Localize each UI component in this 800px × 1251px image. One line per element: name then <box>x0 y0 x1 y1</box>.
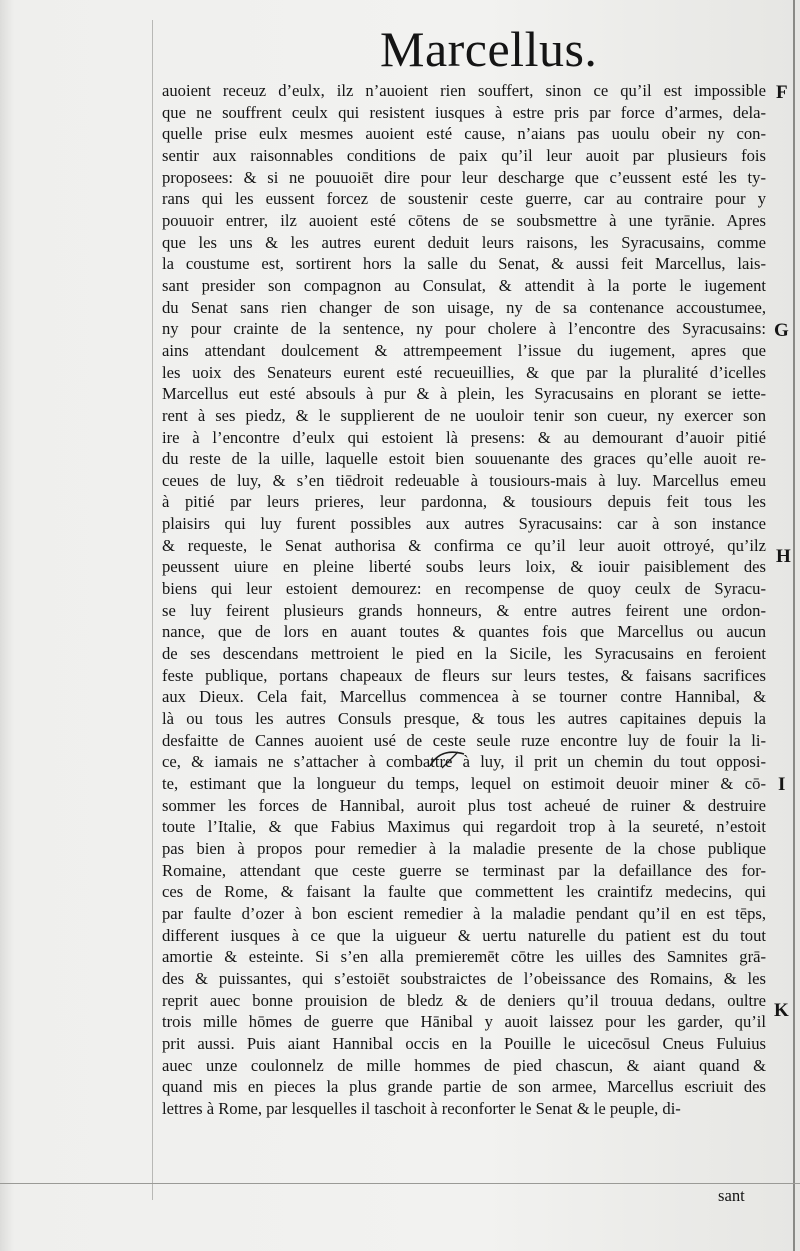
catchword: sant <box>718 1186 745 1205</box>
text-line: Marcellus eut esté absouls à pur & à plein, les Syracusains en plorant se iette- <box>162 384 766 404</box>
text-line: amortie & esteinte. Si s’en alla premieremēt cōtre les uilles des Samnites grā- <box>162 947 766 967</box>
text-line: rans qui les eussent forcez de soustenir ceste guerre, car au contraire pour y <box>162 189 766 209</box>
text-line: ny pour crainte de la sentence, ny pour cholere à l’encontre des Syracusains: <box>162 319 766 339</box>
text-line: sant presider son compagnon au Consulat, & attendit à la porte le iugement <box>162 275 766 295</box>
text-line: & requeste, le Senat authorisa & confirma ce qu’il leur auoit ottroyé, qu’ilz <box>162 535 766 555</box>
text-line: ce, & iamais ne s’attacher à combattre à luy, il prit un chemin du tout opposi- <box>162 752 766 772</box>
text-line: auoient receuz d’eulx, ilz n’auoient rien souffert, sinon ce qu’il est impossible <box>162 81 766 100</box>
text-line: auec unze coulonnelz de mille hommes de pied chascun, & aiant quand & <box>162 1055 766 1075</box>
ink-flourish <box>428 748 468 772</box>
text-line: à pitié par leurs prieres, leur pardonna, & tousiours depuis feit tous les <box>162 492 766 512</box>
text-line: les uoix des Senateurs eurent esté recueuillies, & que par la pluralité d’icelles <box>162 362 766 382</box>
text-line: ains attendant doulcement & attrempeement l’issue du iugement, apres que <box>162 340 766 360</box>
text-line: desfaitte de Cannes auoient usé de ceste seule ruze encontre luy de fouir la li- <box>162 730 766 750</box>
text-line: par faulte d’ozer à bon escient remedier à la maladie pendant qu’il en est tēps, <box>162 903 766 923</box>
text-line: quelle prise eulx mesmes auoient esté cause, n’aians pas uoulu obeir ny con- <box>162 124 766 144</box>
text-line: prit aussi. Puis aiant Hannibal occis en la Pouille le uicecōsul Cneus Fuluius <box>162 1033 766 1053</box>
text-line: ire à l’encontre d’eulx qui estoient là presens: & au demourant d’auoir pitié <box>162 427 766 447</box>
text-line: toute l’Italie, & que Fabius Maximus qui regardoit trop à la seureté, n’estoit <box>162 817 766 837</box>
text-line: aux Dieux. Cela fait, Marcellus commencea à se tourner contre Hannibal, & <box>162 687 766 707</box>
margin-marker-g: G <box>774 320 789 341</box>
text-line: de ses descendans mettroient le pied en la Sicile, les Syracusains en feroient <box>162 644 766 664</box>
text-line: du reste de la uille, laquelle estoit bien souuenante des graces qu’elle auoit re- <box>162 449 766 469</box>
text-line: feste publique, portans chapeaux de fleurs sur leurs testes, & faisans sacrifices <box>162 665 766 685</box>
body-text <box>162 80 766 1120</box>
bottom-rule <box>0 1183 800 1184</box>
margin-marker-k: K <box>774 1000 789 1021</box>
text-line: là ou tous les autres Consuls presque, & tous les autres capitaines depuis la <box>162 709 766 729</box>
text-line: nance, que de lors en auant toutes & quantes fois que Marcellus ou aucun <box>162 622 766 642</box>
text-line: proposees: & si ne pouuoiēt dire pour leur descharge que c’eussent esté les ty- <box>162 167 766 187</box>
text-line: plaisirs qui luy furent possibles aux autres Syracusains: car à son instance <box>162 514 766 534</box>
text-line: du Senat sans rien changer de son uisage, ny de sa contenance accoustumee, <box>162 297 766 317</box>
text-line: biens qui leur estoient demourez: en recompense de quoy ceulx de Syracu- <box>162 579 766 599</box>
text-line: trois mille hōmes de guerre que Hānibal y auoit laissez pour les garder, qu’il <box>162 1012 766 1032</box>
running-title: Marcellus. <box>380 21 598 77</box>
margin-marker-h: H <box>776 546 791 567</box>
margin-marker-f: F <box>776 82 788 103</box>
text-line: que les uns & les autres eurent deduit leurs raisons, les Syracusains, comme <box>162 232 766 252</box>
margin-marker-i: I <box>778 774 786 795</box>
text-line: peussent uiure en pleine liberté soubs leurs loix, & iouir paisiblement des <box>162 557 766 577</box>
text-line: se luy feirent plusieurs grands honneurs, & entre autres feirent une ordon- <box>162 600 766 620</box>
text-line: reprit auec bonne prouision de bledz & de deniers qu’il trouua dedans, oultre <box>162 990 766 1010</box>
text-line: sommer les forces de Hannibal, auroit plus tost acheué de ruiner & destruire <box>162 795 766 815</box>
text-line: la coustume est, sortirent hors la salle du Senat, & aussi feit Marcellus, lais- <box>162 254 766 274</box>
page-edge <box>793 0 795 1251</box>
text-line: ceues de luy, & s’en tiēdroit redeuable à tousiours-mais à luy. Marcellus emeu <box>162 470 766 490</box>
text-line: Romaine, attendant que ceste guerre se terminast par la defaillance des for- <box>162 860 766 880</box>
text-line: quand mis en pieces la plus grande partie de son armee, Marcellus escriuit des <box>162 1077 766 1097</box>
running-header <box>380 14 598 84</box>
text-line: rent à ses piedz, & le supplierent de ne uouloir tenir son cueur, ny exercer son <box>162 405 766 425</box>
gutter-line <box>152 20 153 1200</box>
text-line: lettres à Rome, par lesquelles il taschoit à reconforter le Senat & le peuple, di- <box>162 1098 681 1118</box>
text-line: pouuoir entrer, ilz auoient esté cōtens de se soubsmettre à une tyrānie. Apres <box>162 210 766 230</box>
text-line: ces de Rome, & faisant la faulte que commettent les craintifz medecins, qui <box>162 882 766 902</box>
text-line: des & puissantes, qui s’estoiēt soubstraictes de l’obeissance des Romains, & les <box>162 968 766 988</box>
text-line: different iusques à ce que la uigueur & uertu naturelle du patient est du tout <box>162 925 766 945</box>
text-line: te, estimant que la longueur du temps, lequel on estimoit deuoir miner & cō- <box>162 774 766 793</box>
text-line: que ne souffrent ceulx qui resistent iusques à estre pris par force d’armes, dela- <box>162 102 766 122</box>
text-line: pas bien à propos pour remedier à la maladie presente de la chose publique <box>162 838 766 858</box>
text-line: sentir aux raisonnables conditions de paix qu’il leur auoit par plusieurs fois <box>162 145 766 165</box>
